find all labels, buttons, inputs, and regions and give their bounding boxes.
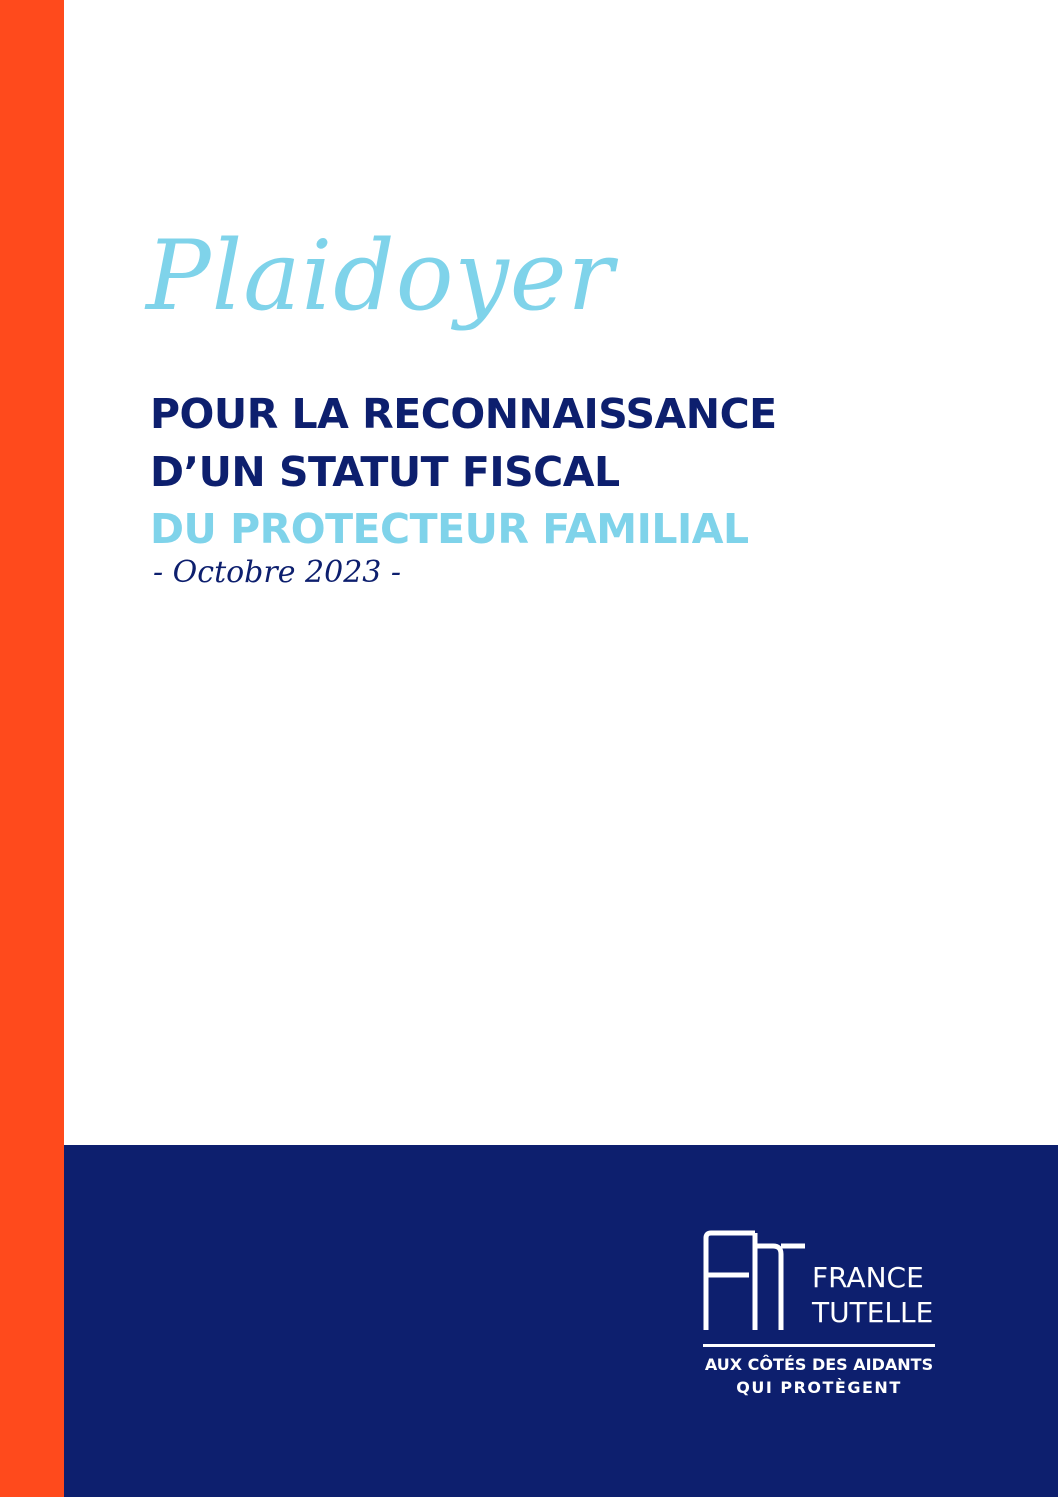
logo-word-france: FRANCE bbox=[812, 1261, 924, 1294]
headline-line-1: POUR LA RECONNAISSANCE bbox=[150, 390, 777, 438]
script-title: Plaidoyer bbox=[146, 220, 615, 332]
orange-side-bar bbox=[0, 0, 64, 1497]
france-tutelle-logo bbox=[703, 1230, 939, 1400]
headline-line-2: D’UN STATUT FISCAL bbox=[150, 448, 620, 496]
headline-line-3: DU PROTECTEUR FAMILIAL bbox=[150, 505, 749, 553]
logo-tagline-line-1: AUX CÔTÉS DES AIDANTS bbox=[704, 1355, 934, 1374]
logo-tagline-line-2: QUI PROTÈGENT bbox=[736, 1378, 902, 1397]
logo-word-tutelle: TUTELLE bbox=[812, 1296, 934, 1329]
publication-date: - Octobre 2023 - bbox=[153, 555, 402, 590]
ft-monogram-icon bbox=[703, 1230, 808, 1330]
logo-divider bbox=[703, 1344, 935, 1347]
